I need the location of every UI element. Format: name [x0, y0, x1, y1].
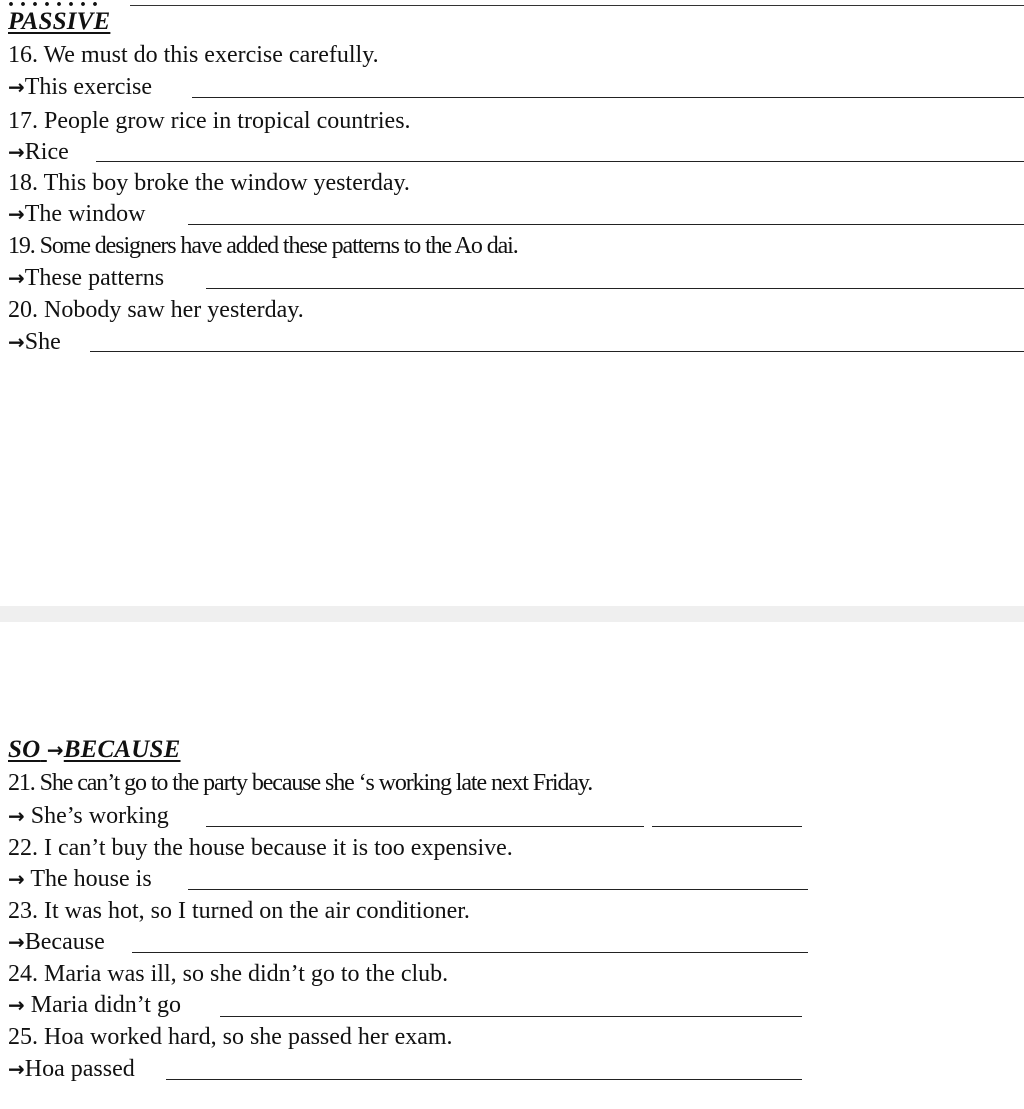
answer-prefix-25: →Hoa passed [8, 1056, 135, 1082]
answer-prefix-18: →The window [8, 201, 146, 227]
answer-line-25[interactable] [166, 1079, 802, 1080]
so-because-heading: SO →BECAUSE [8, 736, 181, 763]
answer-prefix-17: →Rice [8, 139, 69, 165]
arrow-icon: → [8, 1057, 25, 1081]
cut-off-previous-line [8, 0, 98, 5]
passive-heading: PASSIVE [8, 8, 111, 35]
arrow-icon: → [8, 75, 25, 99]
page-break-gap [0, 606, 1024, 622]
question-22: 22. I can’t buy the house because it is too expensive. [8, 835, 513, 861]
arrow-icon: → [8, 202, 25, 226]
question-23: 23. It was hot, so I turned on the air conditioner. [8, 898, 470, 924]
worksheet-page-bottom [0, 622, 1024, 1109]
arrow-icon: → [46, 738, 64, 762]
arrow-icon: → [8, 930, 25, 954]
answer-prefix-23: →Because [8, 929, 105, 955]
answer-prefix-22: → The house is [8, 866, 152, 892]
answer-line-21-extension[interactable] [652, 826, 802, 827]
answer-line-17[interactable] [96, 161, 1024, 162]
question-17: 17. People grow rice in tropical countries. [8, 108, 411, 134]
answer-line-24[interactable] [220, 1016, 802, 1017]
cut-off-answer-line [130, 5, 1024, 6]
question-21: 21. She can’t go to the party because she ‘s working late next Friday. [8, 770, 593, 796]
arrow-icon: → [8, 266, 25, 290]
arrow-icon: → [8, 804, 25, 828]
arrow-icon: → [8, 867, 25, 891]
answer-line-16[interactable] [192, 97, 1024, 98]
answer-line-22[interactable] [188, 889, 808, 890]
arrow-icon: → [8, 140, 25, 164]
question-19: 19. Some designers have added these patterns to the Ao dai. [8, 233, 518, 259]
question-25: 25. Hoa worked hard, so she passed her exam. [8, 1024, 453, 1050]
answer-prefix-21: → She’s working [8, 803, 169, 829]
answer-line-23[interactable] [132, 952, 808, 953]
question-20: 20. Nobody saw her yesterday. [8, 297, 304, 323]
answer-prefix-19: →These patterns [8, 265, 165, 291]
answer-prefix-24: → Maria didn’t go [8, 992, 181, 1018]
answer-prefix-20: →She [8, 329, 61, 355]
answer-line-20[interactable] [90, 351, 1024, 352]
question-16: 16. We must do this exercise carefully. [8, 42, 379, 68]
answer-line-19[interactable] [206, 288, 1024, 289]
answer-line-21[interactable] [206, 826, 644, 827]
answer-line-18[interactable] [188, 224, 1024, 225]
question-24: 24. Maria was ill, so she didn’t go to the club. [8, 961, 449, 987]
arrow-icon: → [8, 993, 25, 1017]
arrow-icon: → [8, 330, 25, 354]
answer-prefix-16: →This exercise [8, 74, 153, 100]
question-18: 18. This boy broke the window yesterday. [8, 170, 410, 196]
